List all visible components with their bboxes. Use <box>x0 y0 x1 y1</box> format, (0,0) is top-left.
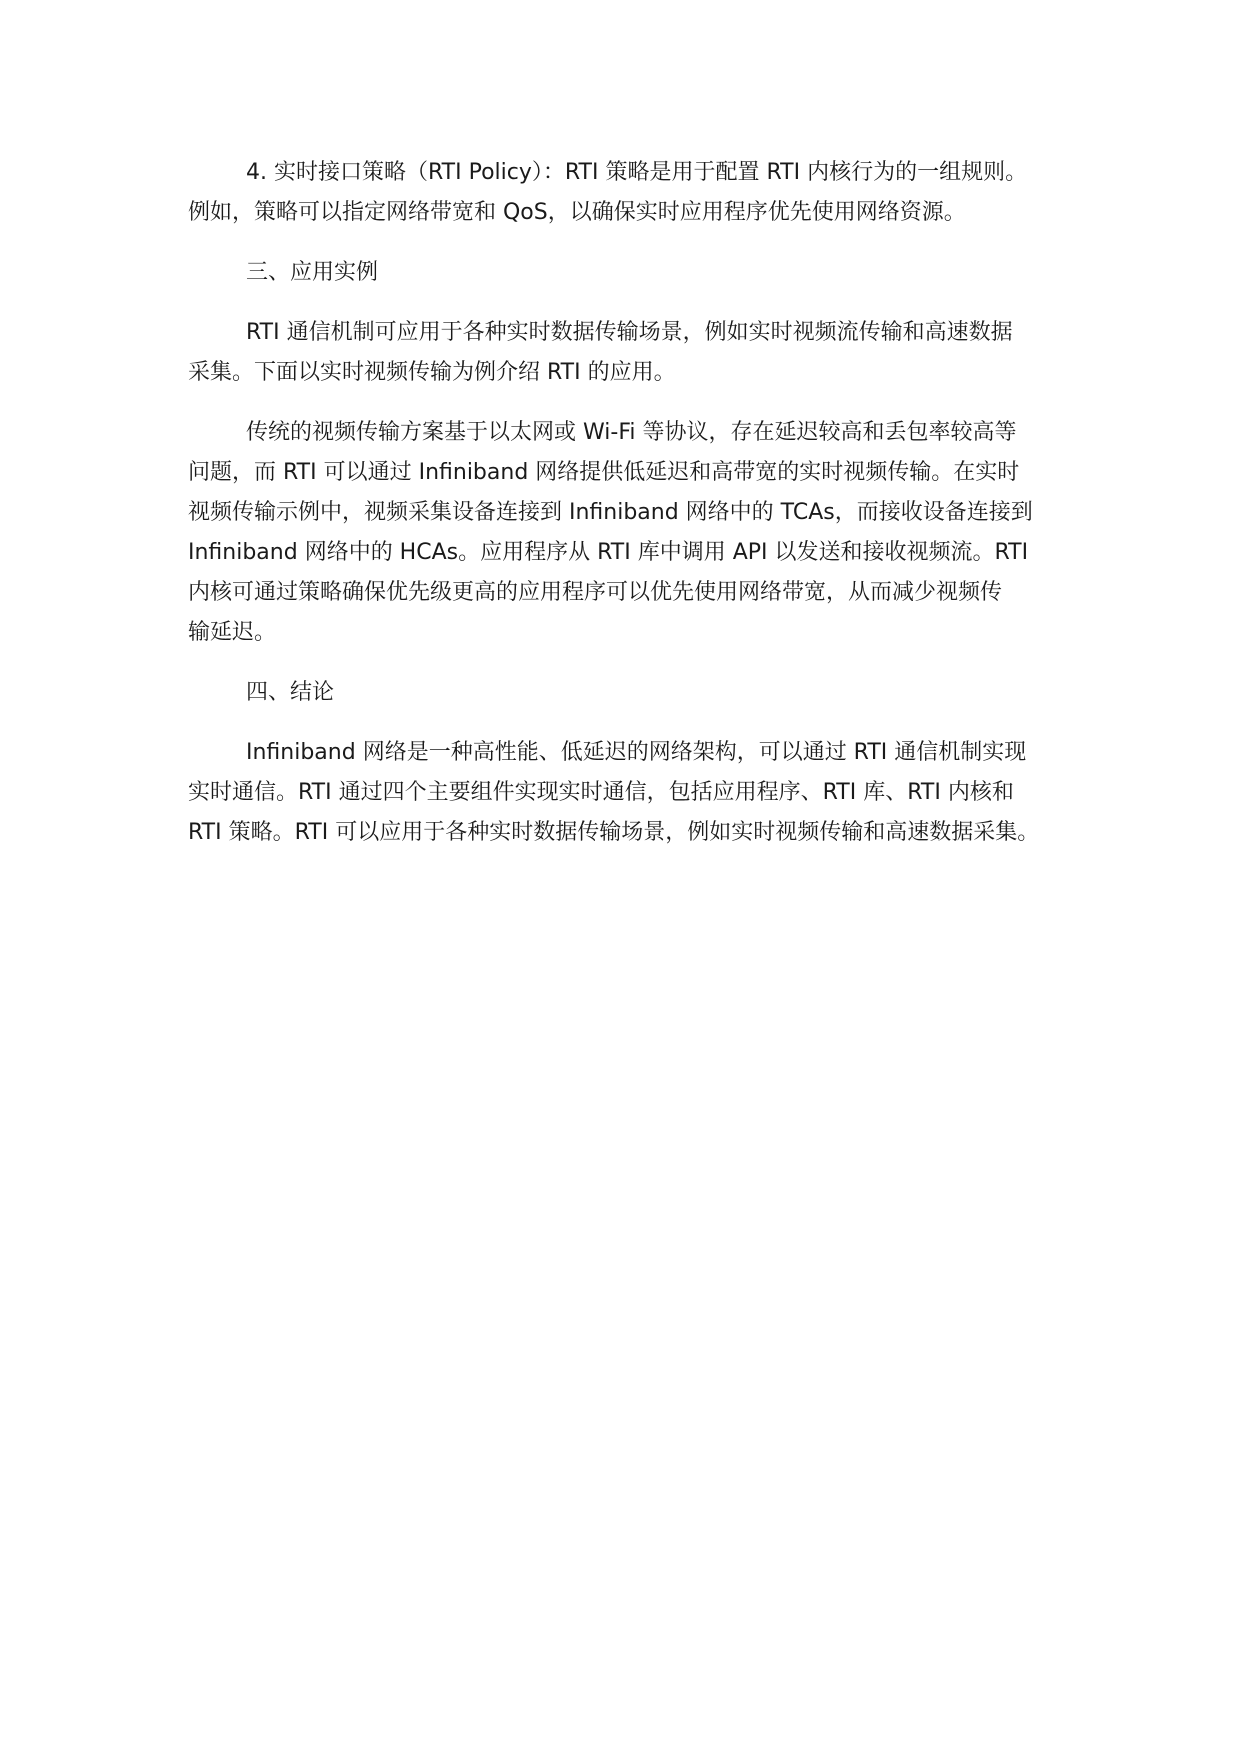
text-line: RTI 策略。RTI 可以应用于各种实时数据传输场景，例如实时视频传输和高速数据采集。 <box>188 820 1040 845</box>
text-line: 视频传输示例中，视频采集设备连接到 Infiniband 网络中的 TCAs，而接收设备连接到 <box>188 500 1033 525</box>
text-line: 实时通信。RTI 通过四个主要组件实现实时通信，包括应用程序、RTI 库、RTI 内核和 <box>188 780 1014 805</box>
text-line: 例如，策略可以指定网络带宽和 QoS，以确保实时应用程序优先使用网络资源。 <box>188 200 966 225</box>
text-line: Infiniband 网络是一种高性能、低延迟的网络架构，可以通过 RTI 通信机制实现 <box>246 740 1027 765</box>
text-line: 内核可通过策略确保优先级更高的应用程序可以优先使用网络带宽，从而减少视频传 <box>188 580 1003 605</box>
section-heading-application-examples: 三、应用实例 <box>246 260 379 285</box>
document-body <box>188 153 1083 873</box>
text-line: 采集。下面以实时视频传输为例介绍 RTI 的应用。 <box>188 360 676 385</box>
paragraph-rti-policy <box>188 153 1083 233</box>
text-line: 传统的视频传输方案基于以太网或 Wi-Fi 等协议，存在延迟较高和丢包率较高等 <box>246 420 1017 445</box>
paragraph-video-transmission <box>188 413 1083 653</box>
text-line: 输延迟。 <box>188 620 277 645</box>
text-line: Infiniband 网络中的 HCAs。应用程序从 RTI 库中调用 API 以发送和接收视频流。RTI <box>188 540 1029 565</box>
paragraph-conclusion <box>188 733 1083 853</box>
text-line: 问题，而 RTI 可以通过 Infiniband 网络提供低延迟和高带宽的实时视频传输。在实时 <box>188 460 1020 485</box>
paragraph-application-intro <box>188 313 1083 393</box>
section-heading-conclusion: 四、结论 <box>246 680 335 705</box>
text-line: RTI 通信机制可应用于各种实时数据传输场景，例如实时视频流传输和高速数据 <box>246 320 1013 345</box>
text-line: 4. 实时接口策略（RTI Policy）：RTI 策略是用于配置 RTI 内核行为的一组规则。 <box>246 160 1028 185</box>
